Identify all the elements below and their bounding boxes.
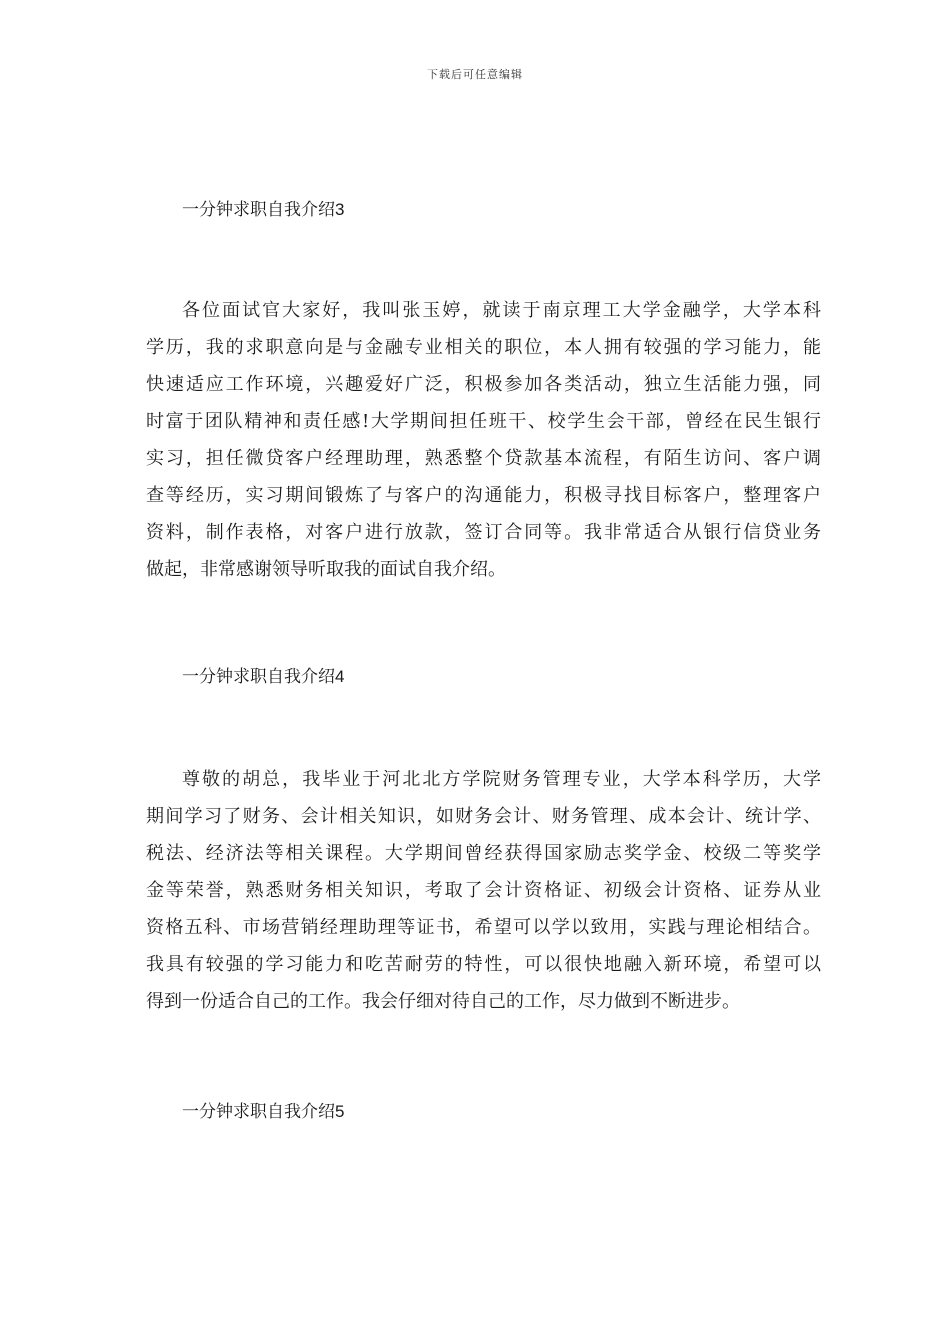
paragraph-line: 快速适应工作环境，兴趣爱好广泛，积极参加各类活动，独立生活能力强，同 [146, 374, 821, 395]
paragraph-line: 实习，担任微贷客户经理助理，熟悉整个贷款基本流程，有陌生访问、客户调 [146, 448, 821, 469]
section-number: 3 [335, 200, 345, 219]
section-heading-4 [182, 662, 344, 687]
paragraph-line: 期间学习了财务、会计相关知识，如财务会计、财务管理、成本会计、统计学、 [146, 806, 821, 827]
paragraph-line: 资料，制作表格，对客户进行放款，签订合同等。我非常适合从银行信贷业务 [146, 522, 821, 543]
paragraph-line: 各位面试官大家好，我叫张玉婷，就读于南京理工大学金融学，大学本科 [182, 300, 821, 321]
paragraph-3 [146, 292, 821, 588]
paragraph-line: 税法、经济法等相关课程。大学期间曾经获得国家励志奖学金、校级二等奖学 [146, 843, 821, 864]
paragraph-4 [146, 761, 821, 1020]
section-number: 5 [335, 1102, 345, 1121]
paragraph-line: 金等荣誉，熟悉财务相关知识，考取了会计资格证、初级会计资格、证券从业 [146, 880, 821, 901]
paragraph-line: 学历，我的求职意向是与金融专业相关的职位，本人拥有较强的学习能力，能 [146, 337, 821, 358]
paragraph-line: 查等经历，实习期间锻炼了与客户的沟通能力，积极寻找目标客户，整理客户 [146, 485, 821, 506]
header-note: 下载后可任意编辑 [427, 68, 523, 81]
paragraph-line: 我具有较强的学习能力和吃苦耐劳的特性，可以很快地融入新环境，希望可以 [146, 954, 821, 975]
section-title: 一分钟求职自我介绍 [182, 667, 335, 687]
paragraph-line: 得到一份适合自己的工作。我会仔细对待自己的工作，尽力做到不断进步。 [146, 991, 740, 1012]
section-heading-3 [182, 195, 344, 220]
section-number: 4 [335, 667, 345, 686]
paragraph-line: 资格五科、市场营销经理助理等证书，希望可以学以致用，实践与理论相结合。 [146, 917, 821, 938]
section-title: 一分钟求职自我介绍 [182, 200, 335, 220]
paragraph-line: 做起，非常感谢领导听取我的面试自我介绍。 [146, 559, 506, 580]
paragraph-line: 尊敬的胡总，我毕业于河北北方学院财务管理专业，大学本科学历，大学 [182, 769, 821, 790]
section-title: 一分钟求职自我介绍 [182, 1102, 335, 1122]
section-heading-5 [182, 1097, 344, 1122]
paragraph-line: 时富于团队精神和责任感!大学期间担任班干、校学生会干部，曾经在民生银行 [146, 411, 821, 432]
